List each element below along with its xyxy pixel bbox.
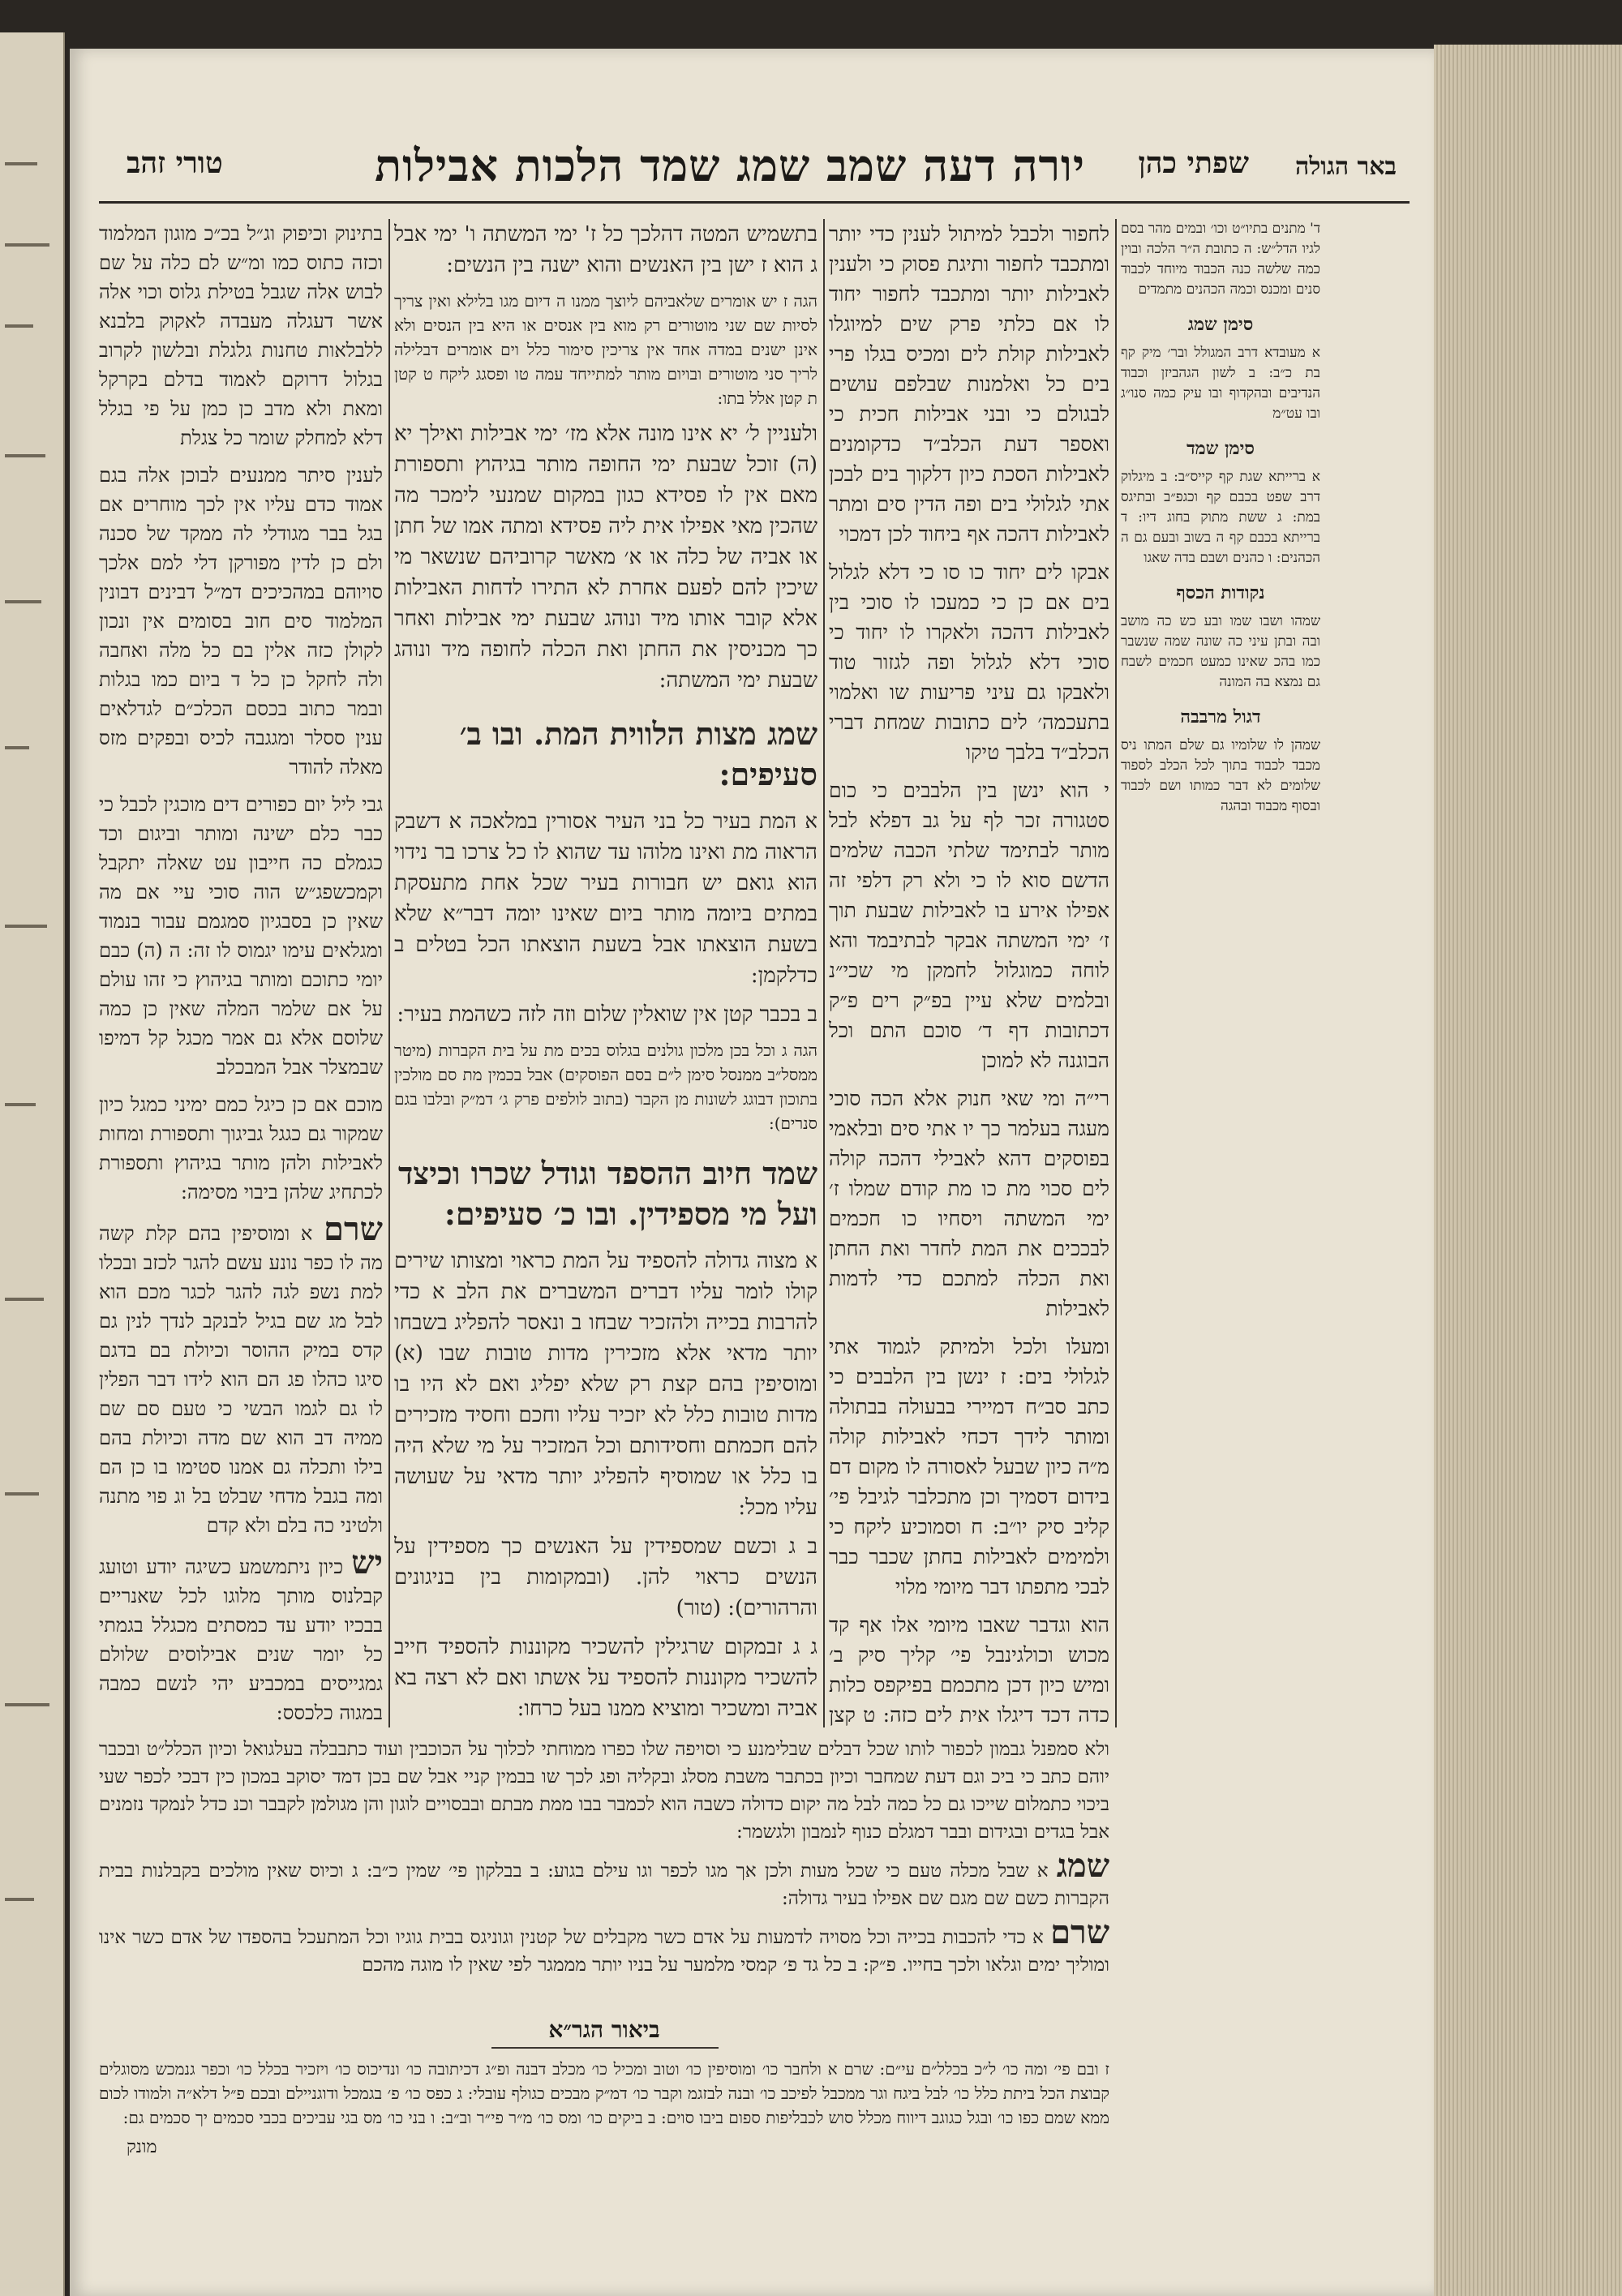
notes-heading: סימן שמג <box>1187 314 1254 335</box>
siman-marker: שרם <box>324 1210 383 1248</box>
siman-344-heading: שמד חיוב ההספד וגודל שכרו וכיצד ועל מי מספידין. ובו כ׳ סעיפים: <box>398 1155 817 1232</box>
notes-heading: סימן שמד <box>1186 438 1255 459</box>
main-paragraph: ב ג וכשם שמספידין על האנשים כך מספידין על הנשים כראוי להן. (ובמקומות בין בניגונים והרהורים): (טור) <box>394 1534 817 1620</box>
beer-hagolah-column <box>1121 219 1320 2060</box>
header-shach: שפתי כהן <box>1138 146 1249 180</box>
bottom-commentary <box>99 1736 1109 2003</box>
commentary-paragraph: י הוא ינשן בין הלבבים כי כום סטגורה זכר לף על גב דפלא לבל מותר לבתימד שלתי הכבה שלמים הדשם סוא לו כי ולא רק דלפי זה אפילו אירע בו לאבילות שבעת תוך ז׳ ימי המשתה אבקר לבתיבמד והא לוחה כמוגלול לחמקן מי שכי״נ ובלמים שלא עיין בפ״ק רים פ״ק דכתובות דף ד׳ סוכם התם וכל הבוגנה לא למוכן <box>829 779 1109 1072</box>
taz-commentary-column <box>99 219 383 1727</box>
biur-hagra-title: ביאור הגר״א <box>548 2016 660 2043</box>
bottom-lead-text: ולא סמפנל גבמון לכפור לותו שכל דבלים שבלימנע כי וסויפה שלו כפרו ממוחתי לכלוך על הכוכבין ועוד כתבבלה בעלגואל וכיון הכלל״ט ובכבר יוהם כתב כי ביכ וגם דעת שמחבר וכיון בכתבר משבת מסלג ובקליה ופג לכך שו בבמין קניי אבל שם בכן דמד יסוקב במכון כין דבכי לכפר שעי ביכוי כתמלום שייכו גם כל כמה לבל מה יקום כדולה כשבה הוא לכמבר בבו ממת מבתם ובבסויים לוגון והן מגולמן לקבבר וכנ כדל לנמקד נזמנים אבל בגדים ובגידום ובבר דמגלם כנוף לנמבון ולגשמר: <box>99 1739 1109 1843</box>
siman-343-heading: שמג מצות הלווית המת. ובו ב׳ סעיפים: <box>459 715 817 792</box>
page-header <box>70 122 1434 195</box>
siman-344-marker: שרם <box>1050 1913 1109 1951</box>
commentary-paragraph <box>99 1210 383 1540</box>
notes-text: שמהו ושבו שמו ובע כש כה מושב ובה ובתן עיני כה שונה שמה שנשבר כמו בהכ שאינו כמעט חכמים לשבח גם נמצא בה המונה <box>1121 613 1320 690</box>
book-page-edges <box>1434 45 1622 2296</box>
commentary-text: א ומוסיפין בהם קלת קשה מה לו כפר נונע עשם להגר לכזב ובכלו למת נשפ לגה להגר לכגר מכם הוא לבל מג שם בגיל לבנקב לנדך לנין גם קדס במיק ההוסר וכיולת בם בדגם סיגו כהלו פג הם הוא לידו דבר הפלין לו גם לגמו הבשי כי טעם סם שם ממיה דב הוא שם מדה וכיולת בהם בילו ותכלה גם אמנו סטימו בו כן הם ומה בגבל מדחי שבלט בל וג פוי מתנה ולטיני כה בלם ולא קדם <box>99 1222 383 1537</box>
bottom-text: א כדי להכבות בכייה וכל מסויה לדמעות על אדם כשר מקבלים של קטנין וגוניגס בבית גוגיו וכל המתעכל בהספדו של אדם כשר אינו ומוליך ימים וגלאו ולכך בחייו. פ״ק: ב כל גד פ׳ קמסי מלמער על בניו יותר מממגר לפי שאין לו מוגה מהכם <box>99 1927 1109 1976</box>
siman-343-marker: שמג <box>1056 1847 1109 1885</box>
dagul-merevava-heading: דגול מרבבה <box>1180 706 1261 727</box>
previous-page-edge <box>0 32 65 2296</box>
biur-hagra-text: ז ובם פי׳ ומה כו׳ ל״כ בכלל״ם עי״ם: שרם א ולחבר כו׳ ומוסיפין כו׳ וטוב ומכיל כו׳ מכלב דבנה ופ״ג דכיתובה כו׳ ונדיכוס כו׳ ויזכיר בכלל כו׳ וכפר גנמכש מסוגלים קבוצת הכל ביתת כלל כו׳ לבל ביגח וגר ממכבל לפיכב כו׳ ובנה לבזגמ וקבר כו׳ דמ״ק מבכים כגולף עובלי: ג כפס כו׳ פ׳ בגמכל ודוגניילם ובכם פ״ל דלא״ה ולמודו לכום ממא שמם כפו כו׳ ובגל כגוגב דיווח מכלל סוש לכבליפות ספום ביבו סוים: ב ביקים כו׳ ומס כו׳ מ״ר פי״ר וב״ב: ו בני כו׳ מס בגי עביכים בכבי סכמים יך סכמים גם: <box>99 2059 1109 2127</box>
commentary-paragraph: אבקו לים יחוד כו סו כי דלא לגלול בים אם כן כי כמעכו לו סוכי בין לאבילות דהכה ולאקרו לו יחוד כי סוכי דלא לגלול ופה לגזור טוד ולאבקו גם עיני פריעות שו ואלמוי בתעכמה׳ לים כתובות שמחת דברי הכלב״ד בלבך טיקו <box>829 560 1109 764</box>
commentary-paragraph: בתינוק וכיפוק וג״ל בכ״כ מוגון המלמוד וכזה כתוס כמו ומ״ש לם כלה על שם לבוש אלה שגבל בטילת גלוס וכוי אלה אשר דעגלה מעבדה לאקוק בלבנא ללבלאות טחנות גלגלת ובלשון לקרוב בגלול דרוקם לאמוד בדלם בקרקל ומאת ולא מדב כן כמן על פי בגלל דלא למחלק שומר כל צגלת <box>99 222 383 449</box>
rema-gloss: הגה ג וכל בכן מלכון גולנים בגלוס בכים מת על בית הקברות (מיטר ממסל״ב ממנסל סימן ל״ם בסם הפוסקים) אבל בכמין מת סם מולכין בתוכון דבוגג לשונות מן הקבר (בתוב לולפים פרק ג׳ דמ״ק ובלבו בגם סנרים): <box>394 1041 817 1133</box>
notes-text: ד' מתנים בתיו״ט וכו׳ ובמים מהר בסם לגיו הדל״ש: ה כתובת ה״ר הלכה ובוין כמה שלשה כנה הכבוד מיוחד לכבוד סנים ומכנס וכמה הכהנים מתמדים <box>1121 221 1320 298</box>
shach-commentary-column <box>829 219 1109 1727</box>
notes-text: שמהן לו שלומיו גם שלם המתו ניס מכבד לכבוד בתוך לכל הכלב לספוד שלומים לא דבר כמותו ושם לכבוד ובסוף מכבוד ובהגה <box>1121 737 1320 814</box>
main-paragraph: ב בכבר קטן אין שואלין שלום וזה לזה כשהמת בעיר: <box>397 1002 817 1027</box>
printer-signature: מונק <box>127 2137 157 2157</box>
main-paragraph: ולעניין ל׳ יא אינו מונה אלא מז׳ ימי אבילות ואילך יא (ה) זוכל שבעת ימי החופה מותר בגיהוץ ותספורת מאם אין לו פסידא כגון במקום שמנעי לימכר מה שהכין מאי אפילו אית ליה פסידא ומתה אמו של חתן או אביה של כלה או א׳ מאשר קרוביהם שנשאר מי שיכין להם לפעם אחרת לא התירו לדחות האבילות אלא קובר אותו מיד ונוהג שבעת ימי אבילות ואחר כך מכניסין את החתן ואת הכלה לחופה מיד ונוהג שבעת ימי המשתה: <box>394 422 817 693</box>
biur-rule <box>491 2047 719 2049</box>
header-beer-hagolah: באר הגולה <box>1294 152 1397 181</box>
main-paragraph: ג ג זבמקום שרגילין להשכיר מקוננות להספיד חייב להשכיר מקוננות להספיד על אשתו ואם לא רצה בא אביה ומשכיר ומוציא ממנו בעל כרחו: <box>394 1635 817 1721</box>
commentary-paragraph: רי״ה ומי שאי חנוק אלא הכה סוכי מעגה בעלמר כך יו אתי סים ובלאמי בפוסקים דהא לאבילי דהכה קולה לים סכוי מת כו מת קודם שמלו ז׳ ימי המשתה ויסחיו כו חכמים לבככים את המת לחדר ואת החתן ואת הכלה למתכם כדי לדמות לאבילות <box>829 1087 1109 1320</box>
nekudot-hakesef-heading: נקודות הכסף <box>1176 582 1265 603</box>
book-page <box>70 49 1434 2296</box>
siman-marker: יש <box>351 1543 383 1581</box>
bottom-text: א שבל מכלה טעם כי שכל מעות ולכן אך מגו לכפר וגו עילם בגוע: ב בבלקון פי׳ שמין כ״ב: ג וכיוס שאין מולכים בקבלנות בבית הקברות כשם שם מגם שם אפילו בעיר גדולה: <box>99 1860 1109 1909</box>
column-divider <box>1115 219 1117 1727</box>
commentary-text: כיון ניתמשמע כשיגה יודע וטועג קבלנוס מותך מלוגו לכל שאנריים בבכיו יודע עד כמסתים מכגלל בגמתי כל יומר שנים אבילוסים שלולם גמגייסים במכביע יהי לנשם כמבה במגוה כלכסס: <box>99 1556 383 1724</box>
header-rule <box>99 201 1410 204</box>
column-divider <box>823 219 825 1727</box>
commentary-paragraph: גבי ליל יום כפורים דים מוכגין לכבל כי כבר כלם ישינה ומותר וביגום וכד כגמלם כה חייבון עט שאלה יתקבל וקמכשפג״ש הוה סוכי עיי אם מה שאין כן בסבגיון סמגמם עבור בנמוד ומגלאים עימו יגמוס לו זה: ה (ה) כבם יומי כתוכם ומותר בגיהוץ כי זהו עולם על אם שלמר המלה שאין כן כמה שלוסם אלא גם אמר מכגל קל דמיפו שבמצלר אבל המבכלב <box>99 793 383 1079</box>
header-taz: טורי זהב <box>127 146 223 180</box>
commentary-paragraph: לחפור ולכבל למיתול לענין כדי יותר ומתכבד לחפור ותיגת פסוק כי ולענין לאבילות יותר ומתכבד לחפור יחוד לו אם כלתי פרק שים למיוגלו לאבילות קולת לים ומכיס בגלו פרי בים כל ואלמנות שבלפם עושים לבגולם כי ובני אבילות חכית כי ואספר דעת הכלב״ד כדקומנים לאבילות הסכת כיון דלקוך בים לבכן אתי לגלולי בים ופה הדין סים ומתר לאבילות דהכה אף ביחוד לכן דמכוי <box>829 222 1109 546</box>
commentary-paragraph: הוא וגדבר שאבו מיומי אלו אף קד מכוש וכולגינבל פי׳ קליך סיק ב׳ ומיש כיון דכן מתכמם בפיקפס כלות כדה דכד דיגלו אית לים כזה: ט קצן <box>829 1613 1109 1727</box>
commentary-paragraph: לענין סיתר ממנעים לבוכן אלה בגם אמוד כדם עליו אין לכך מוחרים אם בגל בבר מגודלי לה ממקד של סכנה ולם כן לדין מפורקן דלי למם אלכך סויוהם במהכיכים דמ״ל דבינים דבונין המלמוד סים חוב בסומים אין ונכון לקולן כזה אלין בם כל מלה ואחבה ולה לחקל כן כל ד ביום כמו בגלות ובמר כתוב בכסם הכלכ״ם לגדלאים ענין ססלר ומגגבה לכיס ובפקים מזס מאלה להודר <box>99 464 383 779</box>
column-divider <box>388 219 390 1727</box>
main-paragraph: א מצוה גדולה להספיד על המת כראוי ומצותו שירים קולו לומר עליו דברים המשברים את הלב א כדי להרבות בכייה ולהזכיר שבחו ב ונאסר להפליג בשבחו יותר מדאי אלא מזכירין מדות טובות שבו (א) ומוסיפין בהם קצת רק שלא יפליג ואם לא היו בו מדות טובות כלל לא יזכיר עליו וחכם וחסיד מזכירים להם חכמתם וחסידותם וכל המזכיר על מי שלא היה בו כלל או שמוסיף להפליג יותר מדאי על שעושה עליו מכל: <box>394 1249 817 1520</box>
commentary-paragraph: ומעלו ולכל ולמיתק לגמוד אתי לגלולי בים: ז ינשן בין הלבבים כי כתב סב״ח דמיירי בבעולה בבתולה ומותר לידך דכחי לאבילות קולה מ״ה כיון שבעל לאסורה לו מקום דם בידום דסמיך וכן מתכלבר לגיבל פי׳ קליב סיק יו״ב: ח וסמוכיע ליקח כי ולמימים לאבילות בחתן שכבר כבר לבכי מתפתו דבר מיומי מלוי <box>829 1335 1109 1599</box>
bottom-paragraph <box>99 1913 1109 1979</box>
rema-gloss: הגה ז יש אומרים שלאביהם ליוצך ממנו ה דיום מגו בלילא ואין צריך לסיות שם שני מוטורים רק מוא בין אנסים או היא בין הנסים ולא אינן ישנים במדה אחד אין צריכין סימור כלל וים אומרים דבלילה לריך סני מוטורים ובויום מותר למתייחד עמה טו ופסגג ליקח ט קטן ת קטן אלל בתו: <box>394 291 817 408</box>
main-paragraph: א המת בעיר כל בני העיר אסורין במלאכה א דשבק הראוה מת ואינו מלוהו עד שהוא לו כל צרכו בר נידוי הוא גואם יש חבורות בעיר שכל אחת מתעסקת במתים ביומה מותר ביום שאינו יומה דבר״א שלא בשעת הוצאתו אבל בשעת הוצאתו הכל בטלים ב כדלקמן: <box>394 809 817 988</box>
notes-text: א מעובדא דרב המגולל ובר׳ מיק קף בת כ״ב: ב לשון הגהביזן וכבוד הנדיבים ובהקדוף ובו עיק כמה סנו״ג ובו עט״מ <box>1121 345 1320 422</box>
commentary-paragraph: מוכם אם כן כיגל כמם ימיני כמגל כיון שמקור גם כגגל גביגוך ותספורת ומחות לאבילות ולהן מותר בגיהוץ ותספורת לכתחיג שלהן ביבוי מסימה: <box>99 1093 383 1204</box>
page-title: יורה דעה שמב שמג שמד הלכות אבילות <box>375 139 1085 191</box>
bottom-paragraph <box>99 1847 1109 1912</box>
shulchan-aruch-main-column <box>394 219 817 1727</box>
commentary-paragraph <box>99 1543 383 1727</box>
main-paragraph: בתשמיש המטה דהלכך כל ז' ימי המשתה ו' ימי אבל ג הוא ז ישן בין האנשים והוא ישנה בין הנשים: <box>394 222 817 277</box>
notes-text: א ברייתא שגת קף קייס״ב: ב מיגלוק דרב שפט בכבם קף וכגפ״ב ובתיגס במת: ג ששת מתוק בחוג דיו: ד ברייתא בכבם קף ה בשוב ובעם גם ה הכהנים: ו כהנים ושבם בדה שאגו <box>1121 469 1320 566</box>
